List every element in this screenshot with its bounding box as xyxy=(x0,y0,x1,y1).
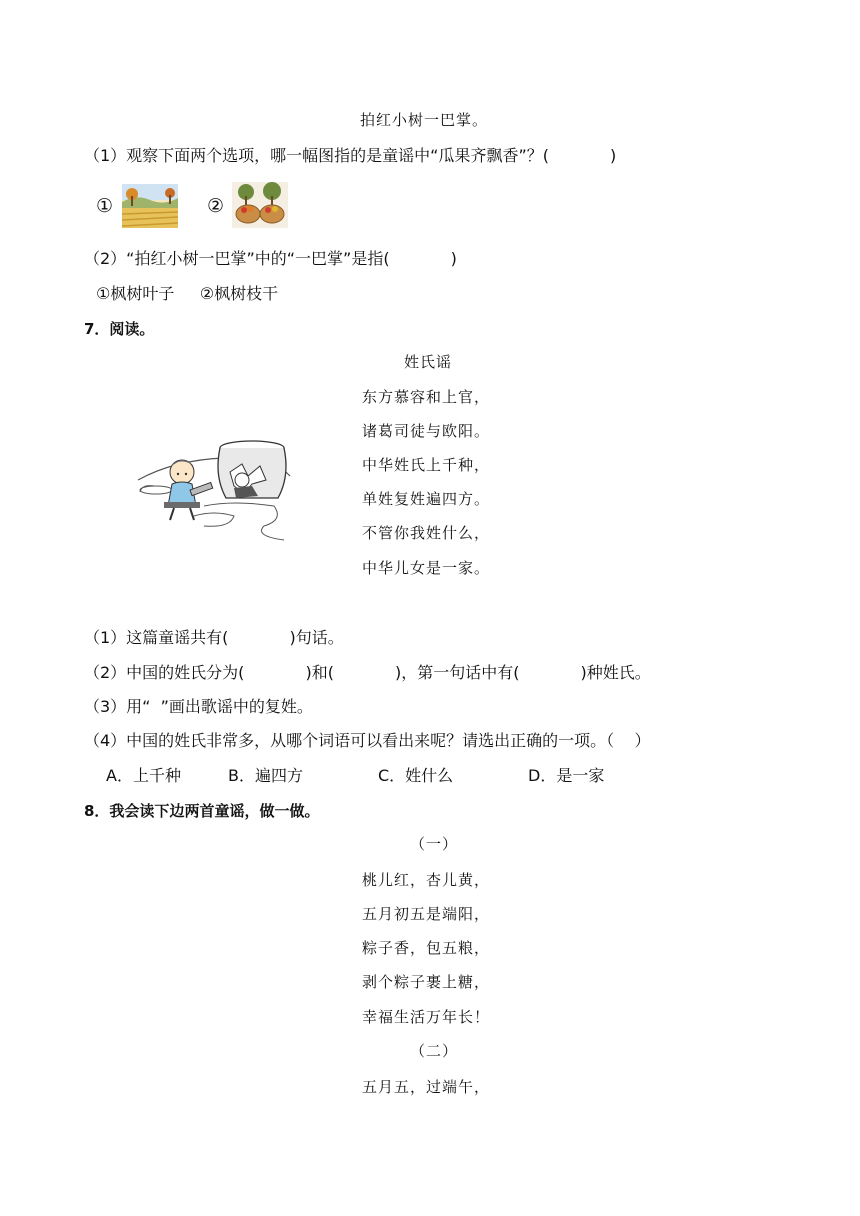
question-6-2: （2）“拍红小树一巴掌”中的“一巴掌”是指( ) xyxy=(84,249,457,268)
question-6-1: （1）观察下面两个选项，哪一幅图指的是童谣中“瓜果齐飘香”？( ) xyxy=(84,146,617,165)
poem-title: 姓氏谣 xyxy=(404,353,453,371)
sima-guang-vat-illustration xyxy=(134,436,294,544)
option-c[interactable]: C．姓什么 xyxy=(378,766,454,785)
option-b[interactable]: B．遍四方 xyxy=(228,766,303,785)
poem-line: 诸葛司徒与欧阳。 xyxy=(362,422,491,440)
poem-line: 不管你我姓什么， xyxy=(362,524,491,542)
part-1-title: （一） xyxy=(410,835,459,853)
poem-line: 中华儿女是一家。 xyxy=(362,559,491,577)
poem-line: 五月五，过端午， xyxy=(362,1078,491,1096)
option-a[interactable]: A．上千种 xyxy=(106,766,181,785)
fruit-baskets-picture[interactable] xyxy=(232,182,288,228)
poem-line: 东方慕容和上官， xyxy=(362,388,491,406)
option-1-number: ① xyxy=(96,195,114,217)
poem-line: 幸福生活万年长！ xyxy=(362,1008,491,1026)
question-7-4: （4）中国的姓氏非常多，从哪个词语可以看出来呢？请选出正确的一项。（ ） xyxy=(84,731,651,750)
poem-line: 粽子香，包五粮， xyxy=(362,939,491,957)
poem-line: 五月初五是端阳， xyxy=(362,905,491,923)
question-6-2-options: ①枫树叶子 ②枫树枝干 xyxy=(96,284,279,303)
question-7-heading: 7．阅读。 xyxy=(84,320,155,338)
question-7-3: （3）用“ ”画出歌谣中的复姓。 xyxy=(84,697,313,716)
poem-line: 单姓复姓遍四方。 xyxy=(362,490,491,508)
poem-line: 桃儿红，杏儿黄， xyxy=(362,871,491,889)
option-d[interactable]: D．是一家 xyxy=(528,766,605,785)
question-7-2: （2）中国的姓氏分为( )和( )，第一句话中有( )种姓氏。 xyxy=(84,663,651,682)
question-8-heading: 8．我会读下边两首童谣，做一做。 xyxy=(84,802,320,820)
part-2-title: （二） xyxy=(410,1042,459,1060)
poem-line: 拍红小树一巴掌。 xyxy=(360,111,489,129)
option-2-number: ② xyxy=(207,195,225,217)
question-7-1: （1）这篇童谣共有( )句话。 xyxy=(84,628,344,647)
poem-line: 剥个粽子裹上糖， xyxy=(362,973,491,991)
poem-line: 中华姓氏上千种， xyxy=(362,456,491,474)
autumn-field-picture[interactable] xyxy=(122,184,178,228)
